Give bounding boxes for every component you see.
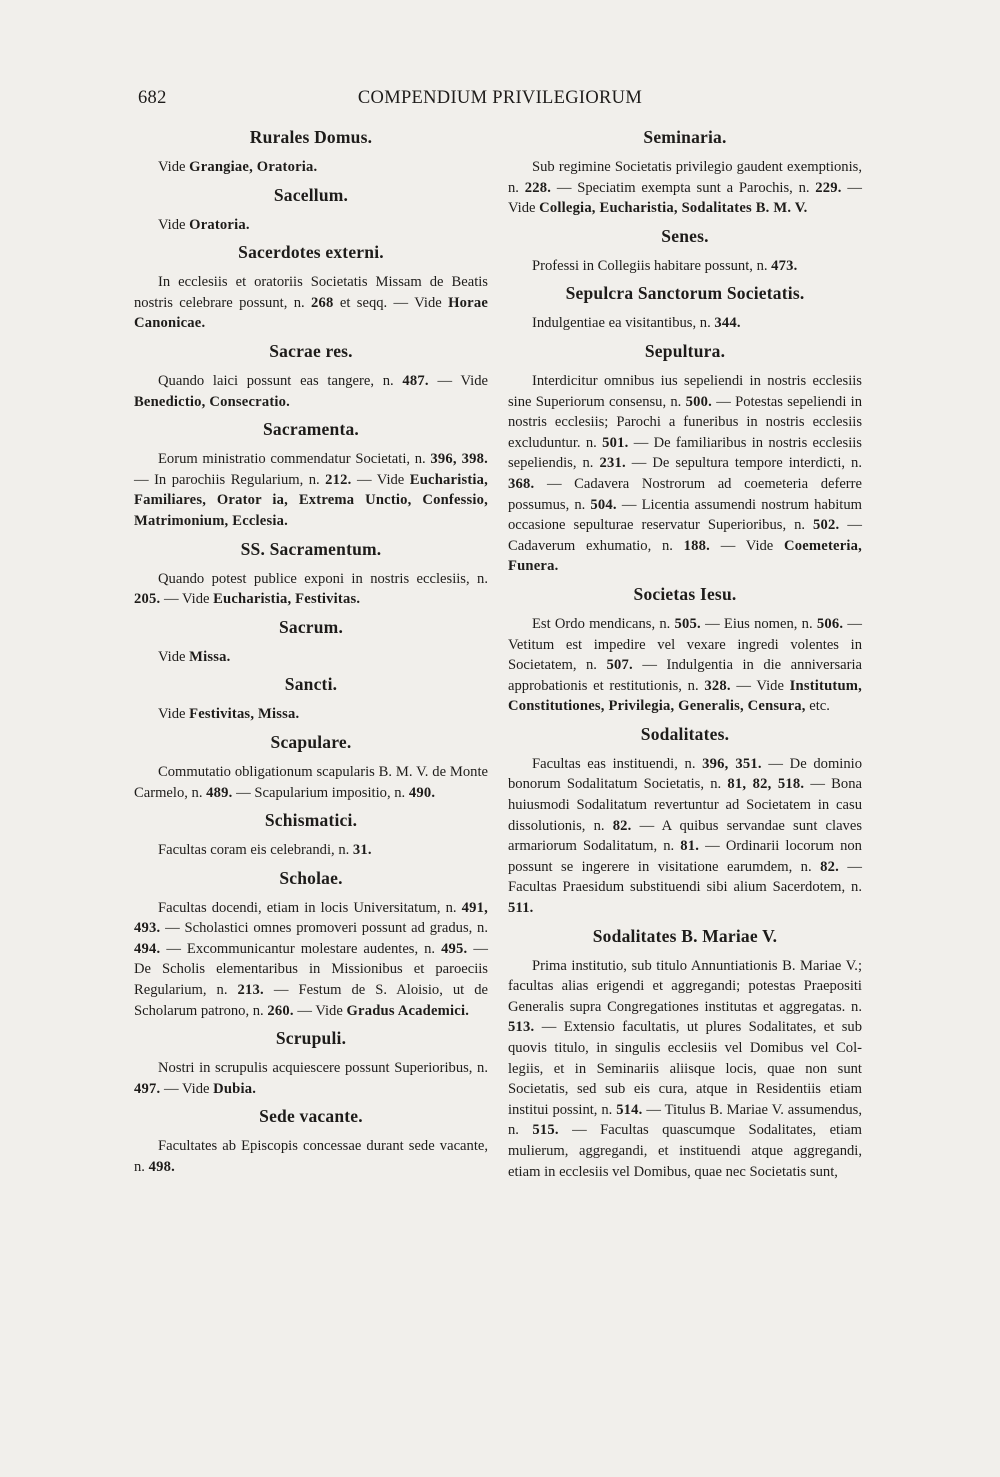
entry-text: Vide Grangiae, Oratoria. bbox=[158, 159, 318, 175]
entry-heading: Societas Iesu. bbox=[633, 583, 737, 604]
entry-heading: Sancti. bbox=[284, 674, 338, 695]
page-header bbox=[138, 88, 862, 118]
entry-heading: Scapulare. bbox=[270, 731, 352, 752]
index-entry bbox=[508, 723, 862, 919]
entry-heading: Scrupuli. bbox=[275, 1028, 347, 1049]
entry-heading: Sepulcra Sanctorum Societatis. bbox=[565, 283, 805, 304]
entry-text: Nostri in scrupulis acquiescere possunt Superioribus, n. 497. — Vide Dubia. bbox=[134, 1060, 488, 1097]
entry-text: Interdicitur omnibus ius sepeliendi in nostris ecclesiis sine Superiorum consensu, n. 500. — Potestas sepeliendi in nostris ecclesiis; Parochi a funeribus in nostris ecclesiis excluduntur. n. 501. — De familiaribus in nostris ecclesiis sepeliendis, n. 231. — De sepultura tempore interdicti, n. 368. — Cadavera Nostrorum ad coemeteria deferre possumus, n. 504. — Licentia assumendi nostrum habitum occasione sepulturae reservatur Superioribus, n. 502. — Cadaverum exhumatio, n. 188. — Vide Coemeteria, Funera. bbox=[508, 372, 863, 575]
index-entry bbox=[134, 241, 488, 334]
right-column bbox=[508, 126, 862, 1188]
entry-text: Facultas docendi, etiam in locis Universitatum, n. 491, 493. — Scholastici omnes promoveri possunt ad gradus, n. 494. — Excommunicantur molestare audentes, n. 495. — De Scholis elementaribus in Missionibus et paroeciis Regularium, n. 213. — Festum de S. Aloisio, ut de Scholarum patrono, n. 260. — Vide Gradus Academici. bbox=[134, 899, 489, 1019]
entry-heading: Scholae. bbox=[279, 867, 343, 888]
index-entry bbox=[508, 282, 862, 334]
entry-text: Professi in Collegiis habitare possunt, n. 473. bbox=[532, 257, 798, 274]
index-entry bbox=[134, 340, 488, 412]
entry-heading: Seminaria. bbox=[643, 127, 727, 147]
entry-heading: Sodalitates B. Mariae V. bbox=[592, 925, 778, 946]
page-number: 682 bbox=[138, 88, 167, 108]
index-entry bbox=[134, 1027, 488, 1099]
entry-heading: Sacellum. bbox=[273, 184, 349, 205]
entry-heading: Sacramenta. bbox=[263, 419, 359, 440]
entry-text: Indulgentiae ea visitantibus, n. 344. bbox=[532, 315, 741, 332]
index-entry bbox=[134, 731, 488, 803]
entry-text: Est Ordo mendicans, n. 505. — Eius nomen, n. 506. — Vetitum est impedire vel vexare ingredi volentes in Societatem, n. 507. — Indulgentia in die anniversaria approbationis et restitutionis, n. 328. — Vide Institutum, Constitutiones, Privilegia, Generalis, Censura, etc. bbox=[508, 615, 862, 715]
entry-text: Facultates ab Episcopis concessae durant sede vacante, n. 498. bbox=[134, 1138, 488, 1176]
index-entry bbox=[508, 340, 862, 577]
running-title: COMPENDIUM PRIVILEGIORUM bbox=[357, 88, 643, 108]
index-entry bbox=[508, 126, 862, 219]
entry-text: Facultas coram eis celebrandi, n. 31. bbox=[158, 842, 372, 859]
entry-text: Vide Missa. bbox=[158, 648, 231, 665]
index-entry bbox=[134, 809, 488, 861]
index-entry bbox=[134, 538, 488, 610]
index-entry bbox=[134, 418, 488, 531]
index-entry bbox=[508, 925, 862, 1183]
index-entry bbox=[134, 616, 488, 668]
index-entry bbox=[134, 1105, 488, 1177]
entry-text: Facultas eas instituendi, n. 396, 351. — De dominio bonorum Sodalitatum Societatis, n. 81, 82, 518. — Bona huiusmodi Sodalitatum revertuntur ad Societatem in casu dissolutionis, n. 82. — A quibus servandae sunt claves armariorum Sodalitatum, n. 81. — Ordinarii locorum non possunt se ingerere in visitatione earumdem, n. 82. — Facultas Praesidum substituendi sibi alium Sacerdotem, n. 511. bbox=[508, 755, 863, 917]
index-entry bbox=[134, 673, 488, 725]
entry-text: Eorum ministratio commendatur Societati, n. 396, 398. — In parochiis Regularium, n. 212. — Vide Eucharistia, Familiares, Orator ia, Extrema Unctio, Confessio, Matrimonium, Ecclesia. bbox=[134, 451, 488, 529]
entry-text: Vide Festivitas, Missa. bbox=[158, 706, 300, 723]
entry-heading: Sodalitates. bbox=[640, 723, 730, 744]
entry-text: Quando laici possunt eas tangere, n. 487. — Vide Benedictio, Consecratio. bbox=[134, 372, 489, 410]
entry-text: Sub regimine Societatis privilegio gaudent exemptionis, n. 228. — Speciatim exempta sunt a Parochis, n. 229. — Vide Collegia, Eucharistia, Sodalitates B. M. V. bbox=[508, 159, 863, 217]
entry-heading: Sacrum. bbox=[278, 616, 344, 637]
entry-text: Commutatio obligationum scapularis B. M. V. de Monte Carmelo, n. 489. — Scapularium impositio, n. 490. bbox=[134, 763, 488, 801]
index-entry bbox=[508, 583, 862, 717]
index-entry bbox=[134, 867, 488, 1022]
index-entry bbox=[134, 126, 488, 178]
entry-heading: Schismatici. bbox=[264, 810, 358, 831]
entry-heading: Rurales Domus. bbox=[249, 127, 373, 147]
entry-text: Quando potest publice exponi in nostris ecclesiis, n. 205. — Vide Eucharistia, Festivitas. bbox=[134, 570, 488, 608]
entry-text: In ecclesiis et oratoriis Societatis Missam de Beatis nostris celebrare possunt, n. 268 et seqq. — Vide Horae Canonicae. bbox=[134, 274, 488, 332]
entry-heading: Sacerdotes externi. bbox=[238, 242, 384, 263]
entry-text: Vide Oratoria. bbox=[158, 216, 250, 233]
entry-heading: Senes. bbox=[661, 225, 709, 246]
left-column bbox=[134, 126, 488, 1184]
entry-text: Prima institutio, sub titulo Annuntiationis B. Mariae V.; facultas alias erigendi et aggregandi; potestas Praepositi Generalis supra Congregationes institutas et aggregatas. n. 513. — Extensio facultatis, ut plures Sodalitates, et sub quovis titulo, in singulis ecclesiis vel Domibus vel Collegiis, et in Seminariis aliisque locis, quae non sunt Societatis, sed sub eis cura, atque in Residentiis etiam institui possint, n. 514. — Titulus B. Mariae V. assumendus, n. 515. — Facultas quascumque Sodalitates, etiam mulierum, aggregandi, et instituendi atque aggregandi, etiam in ecclesiis vel Domibus, quae nec Societatis sunt, bbox=[508, 957, 863, 1180]
entry-heading: Sede vacante. bbox=[259, 1106, 363, 1127]
entry-heading: Sepultura. bbox=[644, 340, 726, 361]
index-entry bbox=[134, 184, 488, 236]
index-entry bbox=[508, 225, 862, 277]
entry-heading: SS. Sacramentum. bbox=[240, 538, 382, 559]
entry-heading: Sacrae res. bbox=[269, 340, 353, 361]
